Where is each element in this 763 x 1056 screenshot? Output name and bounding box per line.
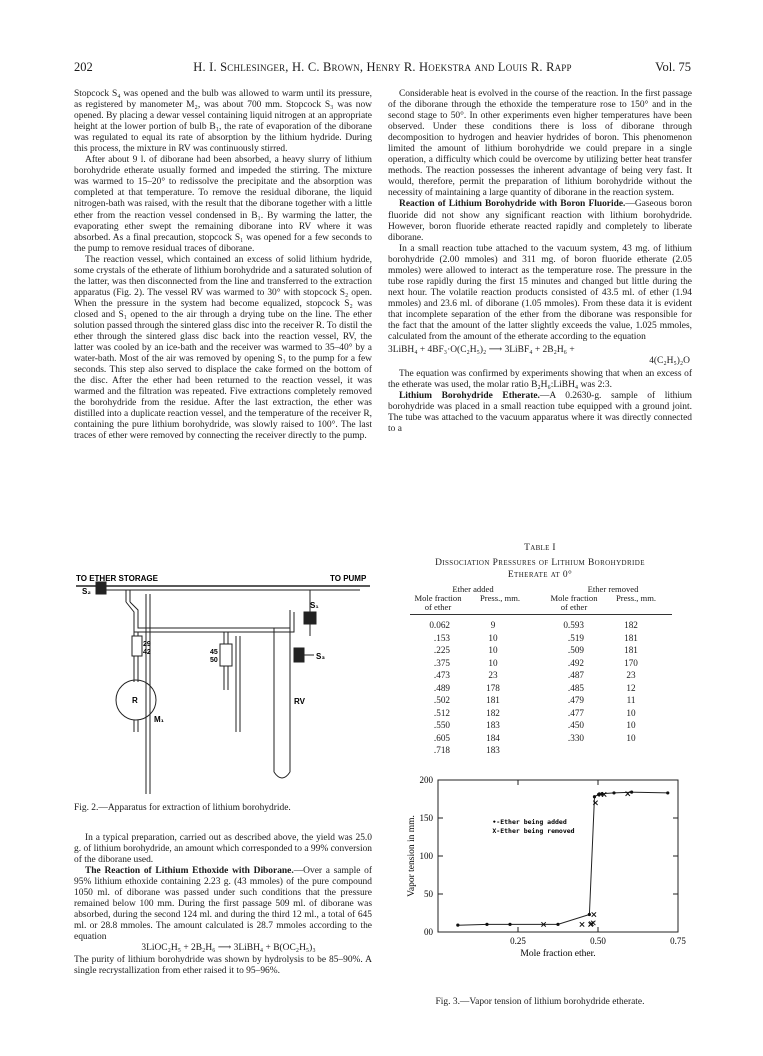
point-ether-added — [556, 923, 559, 926]
paragraph: Stopcock S₄ was opened and the bulb was allowed to warm until its pressure, as registered by manometer M₂, was about 700 mm. Stopcock S₃ was now opened. By placing a dewar vessel containing liquid nitrogen at an appropriate height at the lower portion of bulb B₁, the rate of evaporation of the diborane was regulated to equal its rate of absorption by the lithium hydride. During this process, the mixture in RV was continuously stirred. — [74, 89, 372, 155]
chart-svg — [388, 772, 708, 959]
running-authors: H. I. Schlesinger, H. C. Brown, Henry R. Hoekstra and Louis R. Rapp — [193, 60, 572, 74]
series-line-added — [458, 792, 668, 925]
cell-removed-pressure: 10 — [626, 707, 636, 718]
cell-added-mole-fraction: .718 — [433, 745, 450, 755]
page-header — [74, 60, 691, 76]
group-header-removed: Ether removed — [587, 584, 639, 594]
cell-added-mole-fraction: .153 — [433, 632, 450, 643]
point-ether-removed — [592, 912, 596, 916]
point-ether-added — [588, 913, 591, 916]
paragraph — [388, 391, 692, 435]
paragraph: The purity of lithium borohydride was shown by hydrolysis to be 85–90%. A single recrystallization from ether raised it to 95–96%. — [74, 954, 372, 976]
cell-added-pressure: 10 — [488, 657, 498, 668]
table-label: Table I — [524, 543, 556, 553]
cell-added-mole-fraction: .473 — [433, 670, 450, 680]
cell-removed-mole-fraction: .485 — [567, 682, 584, 693]
cell-added-mole-fraction: .550 — [433, 720, 450, 730]
volume-label: Vol. 75 — [655, 60, 691, 74]
cell-removed-pressure: 182 — [624, 620, 638, 630]
col-header-text: Mole fraction — [550, 593, 598, 603]
point-ether-added — [666, 791, 669, 794]
point-ether-added — [630, 791, 633, 794]
label-m1: M₁ — [154, 715, 164, 724]
point-ether-added — [508, 923, 511, 926]
cell-removed-pressure: 10 — [626, 720, 636, 730]
run-in-heading: The Reaction of Lithium Ethoxide with Diborane. — [85, 866, 294, 877]
col-header-text: of ether — [424, 601, 452, 612]
paragraph-body: —A 0.2630-g. sample of lithium borohydride was placed in a small reaction tube equipped with a ground joint. The tube was attached to the vacuum apparatus where it was directly connected to a — [388, 391, 693, 435]
y-tick-label: 100 — [419, 851, 433, 861]
left-column-bottom — [74, 833, 372, 977]
point-ether-added — [456, 924, 459, 927]
paragraph: Considerable heat is evolved in the course of the reaction. In the first passage of the diborane through the ethoxide the temperature rose to 150° and in the second stage to 50°. In other experiments even higher temperatures have been observed. Under these conditions there is loss of diborane through decomposition to hydrogen and heavier hydrides of boron. This phenomenon limited the amount of lithium borohydride we could prepare in a single operation, a difficulty which could be overcome by utilizing better heat transfer methods. The reaction possesses the inherent advantage of being very fast. It would, therefore, permit the preparation of lithium borohydride without the necessity of maintaining a large quantity of diborane in the reaction system. — [388, 89, 692, 199]
cell-added-pressure: 23 — [488, 670, 498, 680]
cell-removed-pressure: 181 — [624, 645, 638, 655]
y-tick-label: 200 — [419, 775, 433, 785]
page-number: 202 — [74, 60, 93, 74]
x-axis-label: Mole fraction ether. — [520, 949, 596, 959]
table-title-line-2: Etherate at 0° — [507, 570, 573, 580]
cell-added-mole-fraction: .225 — [433, 645, 450, 655]
paragraph: After about 9 l. of diborane had been absorbed, a heavy slurry of lithium borohydride etherate usually formed and impeded the stirring. The mixture was warmed to 15–20° to redissolve the precipitate and the absorption was completed at that temperature. To remove the residual diborane, the liquid nitrogen-bath was raised, with the result that the diborane together with a little ether from the reaction vessel condensed in B₁. By warming the latter, the evaporating ether swept the remaining diborane into RV where it was absorbed. As a final precaution, stopcock S₁ was opened for a few seconds to the pump to remove residual traces of diborane. — [74, 155, 372, 254]
joint-a-bottom: 42 — [143, 649, 151, 656]
point-ether-removed — [580, 922, 584, 926]
cell-added-pressure: 183 — [486, 720, 500, 730]
paragraph — [74, 866, 372, 943]
cell-added-pressure: 183 — [486, 745, 500, 755]
col-header-mole-fraction — [408, 594, 468, 611]
label-rv: RV — [294, 697, 305, 706]
cell-added-pressure: 182 — [486, 707, 500, 718]
cell-added-mole-fraction: .375 — [433, 657, 450, 668]
x-tick-label: 0.25 — [510, 936, 526, 946]
cell-removed-pressure: 181 — [624, 632, 638, 643]
cell-added-mole-fraction: .605 — [433, 732, 450, 743]
cell-removed-mole-fraction: .509 — [567, 645, 584, 655]
cell-removed-mole-fraction: .477 — [567, 707, 584, 718]
cell-removed-mole-fraction: .519 — [567, 632, 584, 643]
joint-a-top: 29 — [143, 641, 151, 648]
cell-removed-mole-fraction: 0.593 — [563, 620, 584, 630]
point-ether-added — [612, 791, 615, 794]
joint-b-bottom: 50 — [210, 657, 218, 664]
cell-added-mole-fraction: .489 — [433, 682, 450, 693]
cell-added-pressure: 181 — [486, 695, 500, 705]
paragraph: In a small reaction tube attached to the vacuum system, 43 mg. of lithium borohydride (2.00 mmoles) and 311 mg. of boron fluoride etherate (2.05 mmoles) were allowed to interact as the temperature rose. The pressure in the tube rose rapidly during the first 15 minutes and changed but little during the next hour. The volatile reaction products consisted of 43.5 ml. of ether (1.94 mmoles) and 23.6 ml. of diborane (1.05 mmoles). From these data it is evident that incomplete separation of the ether from the diborane was responsible for the fact that the amount of the latter slightly exceeds the value, 1.025 mmoles, calculated from the amount of the etherate according to the equation — [388, 243, 692, 343]
vapor-tension-chart — [388, 772, 708, 959]
cell-added-mole-fraction: .502 — [433, 695, 450, 705]
left-column-top — [74, 89, 372, 443]
label-ether-storage: TO ETHER STORAGE — [76, 574, 158, 583]
equation: 3LiOC₂H₅ + 2B₂H₆ ⟶ 3LiBH₄ + B(OC₂H₅)₃ — [141, 943, 316, 954]
run-in-heading: Reaction of Lithium Borohydride with Boron Fluoride. — [399, 199, 626, 210]
cell-added-pressure: 178 — [486, 682, 500, 693]
paragraph: The reaction vessel, which contained an excess of solid lithium hydride, some crystals of the etherate of lithium borohydride and a saturated solution of the latter, was then disconnected from the line and transferred to the extraction apparatus (Fig. 2). The vessel RV was warmed to 30° with stopcock S₂ open. When the pressure in the system had become equalized, stopcock S₂ was closed and S₁ opened to the air through a drying tube on the line. The ether solution passed through the sintered glass disc into the receiver R. To distil the ether through the sintered glass disc back into the reaction vessel, RV, the latter was cooled by an ice-bath and the receiver was warmed to 35–40° by a water-bath. Most of the air was removed by opening S₁ to the pump for a few seconds. This step also served to displace the cake formed on the bottom of the disc. After the ether had been returned to the reaction vessel, it was warmed and the filtration was repeated. Five extractions completely removed the borohydride from the residue. After the last extraction, the ether was distilled into a duplicate reaction vessel, and the temperature of the receiver R, containing the pure lithium borohydride, was slowly raised to 100°. The last traces of ether were removed by connecting the receiver directly to the pump. — [74, 254, 372, 442]
y-axis-label: Vapor tension in mm. — [407, 815, 417, 897]
table-title-line-1: Dissociation Pressures of Lithium Borohydride — [435, 558, 645, 568]
cell-removed-pressure: 12 — [626, 682, 636, 693]
table-title — [388, 557, 692, 581]
col-header-mole-fraction — [544, 594, 604, 611]
paragraph: In a typical preparation, carried out as described above, the yield was 25.0 g. of lithium borohydride, an amount which corresponded to a 99% conversion of the diborane used. — [74, 833, 373, 866]
label-pump: TO PUMP — [330, 574, 367, 583]
label-s1: S₁ — [310, 601, 319, 610]
figure-2-caption: Fig. 2.—Apparatus for extraction of lithium borohydride. — [74, 803, 291, 813]
col-header-text: of ether — [560, 601, 588, 612]
cell-added-mole-fraction: .512 — [433, 707, 450, 718]
cell-added-pressure: 184 — [486, 732, 500, 743]
cell-removed-pressure: 170 — [624, 657, 638, 668]
cell-removed-pressure: 10 — [626, 732, 636, 743]
cell-removed-mole-fraction: .330 — [567, 732, 584, 743]
apparatus-figure — [74, 572, 372, 800]
paragraph: The equation was confirmed by experiments showing that when an excess of the etherate was used, the molar ratio B₂H₆:LiBH₄ was 2:3. — [388, 369, 692, 391]
col-header-press: Press., mm. — [479, 593, 521, 603]
point-ether-added — [485, 923, 488, 926]
plot-frame — [438, 780, 678, 932]
label-r: R — [132, 696, 138, 705]
cell-added-pressure: 10 — [488, 645, 498, 655]
cell-added-pressure: 10 — [488, 632, 498, 643]
label-s3: S₃ — [316, 652, 326, 661]
paragraph-body: —Over a sample of 95% lithium ethoxide containing 2.23 g. (43 mmoles) of the pure compound 1050 ml. of diborane was passed under such conditions that the pressure remained below 100 mm. During the first passage 509 ml. of diborane was absorbed, during the second 124 ml. and during the third 12 ml., a total of 645 ml. or 28.8 mmoles. The amount calculated is 28.7 mmoles according to the equation — [74, 866, 372, 943]
figure-3-caption: Fig. 3.—Vapor tension of lithium borohydride etherate. — [435, 997, 645, 1007]
cell-removed-pressure: 11 — [626, 695, 636, 705]
equation-line-2: 4(C₂H₅)₂O — [649, 356, 690, 367]
group-header-added: Ether added — [452, 584, 494, 594]
x-tick-label: 0.50 — [590, 936, 606, 946]
paragraph — [388, 199, 692, 243]
cell-removed-mole-fraction: .479 — [567, 695, 584, 705]
cell-added-pressure: 9 — [490, 620, 496, 630]
y-tick-label: 150 — [419, 813, 433, 823]
table-rule — [410, 614, 672, 615]
y-tick-label: 00 — [424, 927, 433, 937]
cell-removed-mole-fraction: .487 — [567, 670, 584, 680]
x-tick-label: 0.75 — [670, 936, 686, 946]
equation-line-1: 3LiBH₄ + 4BF₃·O(C₂H₅)₂ ⟶ 3LiBF₄ + 2B₂H₆ + — [388, 345, 575, 356]
paragraph-body: —Gaseous boron fluoride did not show any significant reaction with lithium borohydride. However, boron fluoride etherate reacted rapidly and completely to liberate diborane. — [388, 199, 692, 243]
point-ether-added — [593, 795, 596, 798]
apparatus-diagram — [74, 572, 372, 800]
col-header-press: Press., mm. — [615, 593, 657, 603]
legend-entry-removed: X-Ether being removed — [492, 827, 575, 836]
cell-removed-mole-fraction: .492 — [567, 657, 584, 668]
legend-entry-added: •-Ether being added — [492, 818, 567, 827]
cell-added-mole-fraction: 0.062 — [429, 620, 450, 630]
cell-removed-pressure: 23 — [626, 670, 636, 680]
label-s2: S₂ — [82, 587, 91, 596]
col-header-text: Mole fraction — [414, 593, 462, 603]
joint-b-top: 45 — [210, 649, 218, 656]
run-in-heading: Lithium Borohydride Etherate. — [399, 391, 540, 402]
right-column-top — [388, 89, 692, 435]
y-tick-label: 50 — [424, 889, 433, 899]
cell-removed-mole-fraction: .450 — [567, 720, 584, 730]
